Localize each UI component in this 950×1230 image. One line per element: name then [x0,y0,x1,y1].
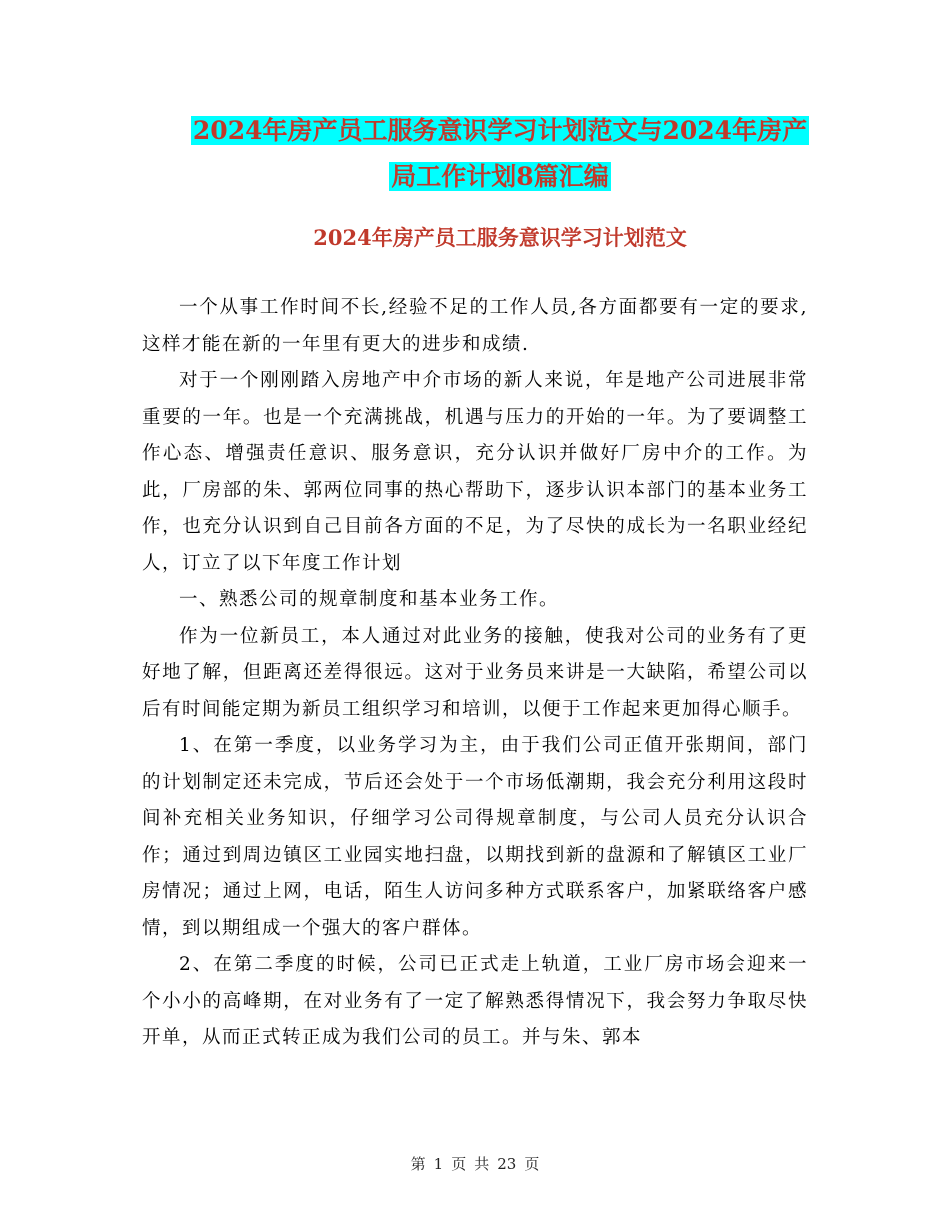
footer-total-label: 共 [474,1155,490,1173]
paragraph: 作为一位新员工，本人通过对此业务的接触，使我对公司的业务有了更好地了解，但距离还差得很远。这对于业务员来讲是一大缺陷，希望公司以后有时间能定期为新员工组织学习和培训，以便于工作起来更加得心顺手。 [142,625,808,720]
document-title [140,108,860,200]
document-title-line2: 局工作计划8篇汇编 [391,162,609,191]
document-title-line1: 2024年房产员工服务意识学习计划范文与2024年房产 [192,116,808,145]
document-body [142,290,808,1057]
footer-page-label: 第 [410,1155,426,1173]
section-title: 2024年房产员工服务意识学习计划范文 [313,225,687,250]
footer-total-pages: 23 [497,1155,517,1173]
paragraph: 1、在第一季度，以业务学习为主，由于我们公司正值开张期间，部门的计划制定还未完成，节后还会处于一个市场低潮期，我会充分利用这段时间补充相关业务知识，仔细学习公司得规章制度，与公司人员充分认识合作；通过到周边镇区工业园实地扫盘，以期找到新的盘源和了解镇区工业厂房情况；通过上网，电话，陌生人访问多种方式联系客户，加紧联络客户感情，到以期组成一个强大的客户群体。 [142,735,808,939]
paragraph: 对于一个刚刚踏入房地产中介市场的新人来说，年是地产公司进展非常重要的一年。也是一个充满挑战，机遇与压力的开始的一年。为了要调整工作心态、增强责任意识、服务意识，充分认识并做好厂房中介的工作。为此，厂房部的朱、郭两位同事的热心帮助下，逐步认识本部门的基本业务工作，也充分认识到自己目前各方面的不足，为了尽快的成长为一名职业经纪人，订立了以下年度工作计划 [142,370,808,574]
paragraph: 一、熟悉公司的规章制度和基本业务工作。 [179,589,560,610]
footer-total-unit: 页 [524,1155,540,1173]
paragraph: 2、在第二季度的时候，公司已正式走上轨道，工业厂房市场会迎来一个小小的高峰期，在对业务有了一定了解熟悉得情况下，我会努力争取尽快开单，从而正式转正成为我们公司的员工。并与朱、郭本 [142,954,808,1048]
footer-page-number: 1 [433,1155,444,1173]
footer-page-unit: 页 [451,1155,467,1173]
paragraph: 一个从事工作时间不长,经验不足的工作人员,各方面都要有一定的要求,这样才能在新的一年里有更大的进步和成绩. [142,297,808,355]
page-footer [0,1152,950,1176]
